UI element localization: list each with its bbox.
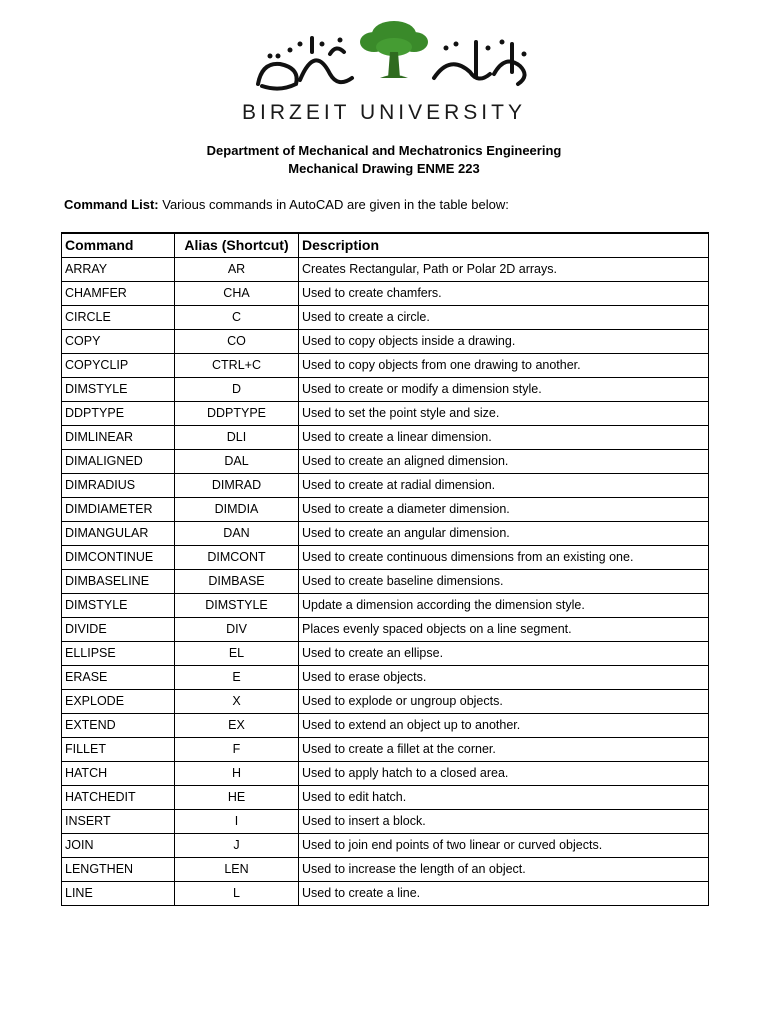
alias-cell: CHA <box>175 281 299 305</box>
command-cell: FILLET <box>62 737 175 761</box>
command-cell: COPY <box>62 329 175 353</box>
alias-cell: DIMRAD <box>175 473 299 497</box>
description-cell: Used to extend an object up to another. <box>299 713 709 737</box>
description-cell: Used to create a linear dimension. <box>299 425 709 449</box>
command-cell: DIMALIGNED <box>62 449 175 473</box>
alias-cell: DAL <box>175 449 299 473</box>
table-row <box>62 401 709 425</box>
department-title: Department of Mechanical and Mechatronics Engineering <box>206 143 562 158</box>
table-row <box>62 305 709 329</box>
alias-cell: DAN <box>175 521 299 545</box>
table-row <box>62 497 709 521</box>
alias-cell: D <box>175 377 299 401</box>
description-cell: Used to set the point style and size. <box>299 401 709 425</box>
command-cell: HATCH <box>62 761 175 785</box>
description-cell: Used to create at radial dimension. <box>299 473 709 497</box>
table-row <box>62 425 709 449</box>
table-row <box>62 689 709 713</box>
command-cell: DIMSTYLE <box>62 377 175 401</box>
command-cell: DIMSTYLE <box>62 593 175 617</box>
alias-cell: J <box>175 833 299 857</box>
table-row <box>62 329 709 353</box>
header-alias: Alias (Shortcut) <box>175 233 299 257</box>
intro-label: Command List: <box>64 197 159 212</box>
table-row <box>62 569 709 593</box>
arabic-dots-right <box>444 40 527 57</box>
description-cell: Used to create a diameter dimension. <box>299 497 709 521</box>
description-cell: Used to create a circle. <box>299 305 709 329</box>
command-cell: DIMANGULAR <box>62 521 175 545</box>
course-title: Mechanical Drawing ENME 223 <box>288 161 480 176</box>
alias-cell: DIMCONT <box>175 545 299 569</box>
description-cell: Creates Rectangular, Path or Polar 2D arrays. <box>299 257 709 281</box>
command-cell: ELLIPSE <box>62 641 175 665</box>
description-cell: Used to edit hatch. <box>299 785 709 809</box>
university-name: BIRZEIT UNIVERSITY <box>242 101 526 124</box>
command-cell: EXPLODE <box>62 689 175 713</box>
command-cell: LENGTHEN <box>62 857 175 881</box>
header-command: Command <box>62 233 175 257</box>
command-table <box>61 232 709 906</box>
alias-cell: AR <box>175 257 299 281</box>
alias-cell: DIV <box>175 617 299 641</box>
table-row <box>62 449 709 473</box>
alias-cell: E <box>175 665 299 689</box>
table-row <box>62 785 709 809</box>
alias-cell: C <box>175 305 299 329</box>
alias-cell: DIMSTYLE <box>175 593 299 617</box>
alias-cell: EX <box>175 713 299 737</box>
table-row <box>62 809 709 833</box>
table-row <box>62 761 709 785</box>
table-row <box>62 737 709 761</box>
table-row <box>62 713 709 737</box>
command-cell: JOIN <box>62 833 175 857</box>
description-cell: Used to insert a block. <box>299 809 709 833</box>
command-cell: EXTEND <box>62 713 175 737</box>
description-cell: Used to create a line. <box>299 881 709 905</box>
alias-cell: EL <box>175 641 299 665</box>
alias-cell: F <box>175 737 299 761</box>
command-cell: ARRAY <box>62 257 175 281</box>
alias-cell: H <box>175 761 299 785</box>
description-cell: Used to create a fillet at the corner. <box>299 737 709 761</box>
command-cell: INSERT <box>62 809 175 833</box>
description-cell: Used to copy objects from one drawing to another. <box>299 353 709 377</box>
command-cell: HATCHEDIT <box>62 785 175 809</box>
description-cell: Used to erase objects. <box>299 665 709 689</box>
description-cell: Used to create or modify a dimension style. <box>299 377 709 401</box>
command-cell: DIVIDE <box>62 617 175 641</box>
command-cell: COPYCLIP <box>62 353 175 377</box>
alias-cell: I <box>175 809 299 833</box>
description-cell: Used to explode or ungroup objects. <box>299 689 709 713</box>
alias-cell: DIMBASE <box>175 569 299 593</box>
alias-cell: L <box>175 881 299 905</box>
birzeit-logo <box>0 14 768 96</box>
description-cell: Used to create an angular dimension. <box>299 521 709 545</box>
tree-icon <box>360 21 428 78</box>
command-cell: LINE <box>62 881 175 905</box>
table-row <box>62 377 709 401</box>
alias-cell: HE <box>175 785 299 809</box>
command-cell: DIMCONTINUE <box>62 545 175 569</box>
description-cell: Used to join end points of two linear or curved objects. <box>299 833 709 857</box>
command-cell: DIMLINEAR <box>62 425 175 449</box>
table-row <box>62 857 709 881</box>
table-row <box>62 353 709 377</box>
description-cell: Used to create chamfers. <box>299 281 709 305</box>
description-cell: Used to create an aligned dimension. <box>299 449 709 473</box>
description-cell: Used to create continuous dimensions from an existing one. <box>299 545 709 569</box>
description-cell: Update a dimension according the dimension style. <box>299 593 709 617</box>
alias-cell: CTRL+C <box>175 353 299 377</box>
command-cell: CIRCLE <box>62 305 175 329</box>
alias-cell: DIMDIA <box>175 497 299 521</box>
command-cell: DIMBASELINE <box>62 569 175 593</box>
table-row <box>62 881 709 905</box>
description-cell: Used to create an ellipse. <box>299 641 709 665</box>
alias-cell: DDPTYPE <box>175 401 299 425</box>
command-cell: DIMDIAMETER <box>62 497 175 521</box>
description-cell: Used to apply hatch to a closed area. <box>299 761 709 785</box>
table-row <box>62 257 709 281</box>
table-row <box>62 665 709 689</box>
arabic-calligraphy-left <box>258 38 352 89</box>
intro-text <box>64 197 509 212</box>
alias-cell: CO <box>175 329 299 353</box>
command-cell: DIMRADIUS <box>62 473 175 497</box>
table-row <box>62 617 709 641</box>
alias-cell: DLI <box>175 425 299 449</box>
table-row <box>62 281 709 305</box>
command-cell: DDPTYPE <box>62 401 175 425</box>
table-row <box>62 521 709 545</box>
description-cell: Used to increase the length of an object. <box>299 857 709 881</box>
alias-cell: X <box>175 689 299 713</box>
intro-body: Various commands in AutoCAD are given in the table below: <box>158 197 509 212</box>
table-row <box>62 545 709 569</box>
description-cell: Used to create baseline dimensions. <box>299 569 709 593</box>
table-row <box>62 641 709 665</box>
alias-cell: LEN <box>175 857 299 881</box>
command-cell: ERASE <box>62 665 175 689</box>
table-row <box>62 473 709 497</box>
description-cell: Used to copy objects inside a drawing. <box>299 329 709 353</box>
command-cell: CHAMFER <box>62 281 175 305</box>
description-cell: Places evenly spaced objects on a line segment. <box>299 617 709 641</box>
table-header-row <box>62 233 709 257</box>
table-row <box>62 833 709 857</box>
table-row <box>62 593 709 617</box>
header-description: Description <box>299 233 709 257</box>
